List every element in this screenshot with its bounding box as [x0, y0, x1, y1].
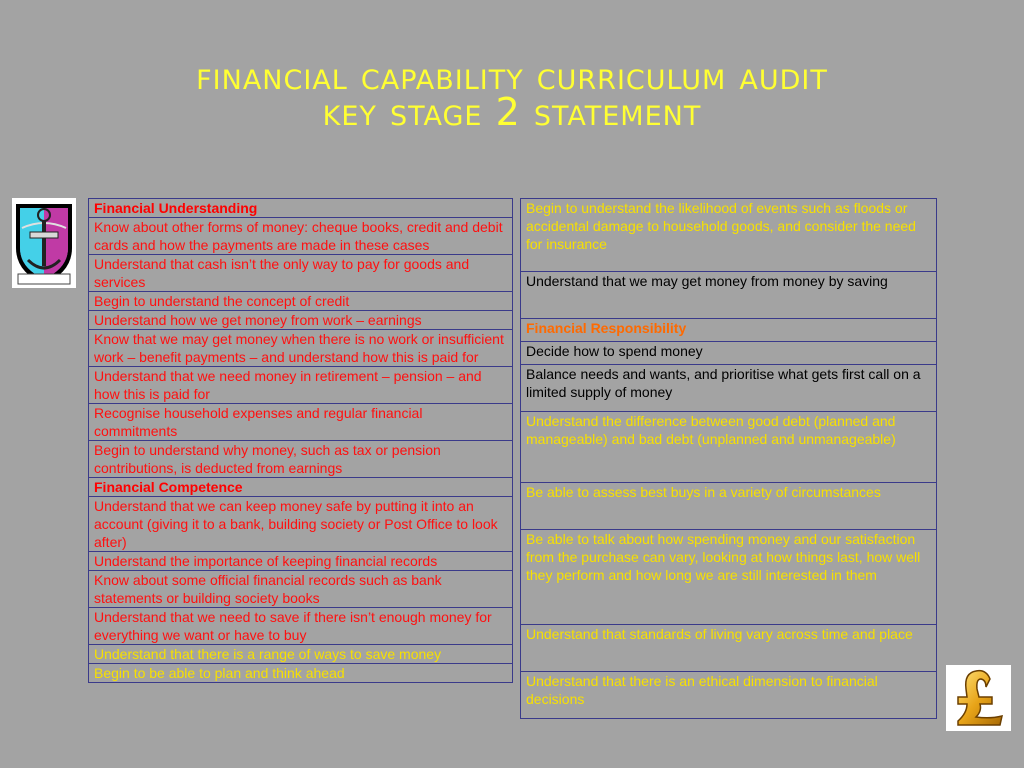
- table-row: [89, 404, 513, 441]
- table-row: [89, 552, 513, 571]
- title-line-2: key stage 2 statement: [322, 90, 702, 134]
- title-line-1: financial capability curriculum audit: [196, 54, 828, 98]
- table-row: [89, 330, 513, 367]
- statement-cell: Know that we may get money when there is no work or insufficient work – benefit payments – and understand how this is paid for: [89, 330, 513, 367]
- statement-cell: Understand the importance of keeping financial records: [89, 552, 513, 571]
- table-row: [89, 367, 513, 404]
- statement-cell: Understand that we may get money from money by saving: [521, 272, 937, 319]
- table-row: [89, 255, 513, 292]
- table-row: [521, 625, 937, 672]
- table-row: [89, 608, 513, 645]
- left-audit-table: [88, 198, 513, 683]
- section-heading: Financial Responsibility: [521, 319, 937, 342]
- table-row: [89, 218, 513, 255]
- statement-cell: Understand that standards of living vary across time and place: [521, 625, 937, 672]
- statement-cell: Recognise household expenses and regular financial commitments: [89, 404, 513, 441]
- statement-cell: Be able to talk about how spending money and our satisfaction from the purchase can vary, looking at how things last, how well they perform and how long we are still interested in them: [521, 530, 937, 625]
- page-title: [0, 54, 1024, 134]
- table-row: [521, 365, 937, 412]
- table-row: [521, 342, 937, 365]
- school-crest-icon: [12, 198, 76, 288]
- statement-cell: Understand that we can keep money safe by putting it into an account (giving it to a bank, building society or Post Office to look after): [89, 497, 513, 552]
- statement-cell: Understand the difference between good debt (planned and manageable) and bad debt (unplanned and unmanageable): [521, 412, 937, 483]
- table-row: [521, 483, 937, 530]
- pound-sign-icon: [946, 665, 1011, 731]
- statement-cell: Understand that we need to save if there isn’t enough money for everything we want or have to buy: [89, 608, 513, 645]
- statement-cell: Balance needs and wants, and prioritise what gets first call on a limited supply of money: [521, 365, 937, 412]
- table-row: [521, 530, 937, 625]
- table-row: [89, 645, 513, 664]
- statement-cell: Know about other forms of money: cheque books, credit and debit cards and how the payments are made in these cases: [89, 218, 513, 255]
- statement-cell: Understand that there is a range of ways to save money: [89, 645, 513, 664]
- statement-cell: Understand how we get money from work – earnings: [89, 311, 513, 330]
- right-audit-table: [520, 198, 937, 719]
- statement-cell: Decide how to spend money: [521, 342, 937, 365]
- statement-cell: Understand that cash isn’t the only way to pay for goods and services: [89, 255, 513, 292]
- table-row: [89, 571, 513, 608]
- table-row: [521, 319, 937, 342]
- statement-cell: Understand that there is an ethical dimension to financial decisions: [521, 672, 937, 719]
- statement-cell: Begin to be able to plan and think ahead: [89, 664, 513, 683]
- statement-cell: Begin to understand the likelihood of events such as floods or accidental damage to household goods, and consider the need for insurance: [521, 199, 937, 272]
- table-row: [521, 672, 937, 719]
- statement-cell: Know about some official financial records such as bank statements or building society books: [89, 571, 513, 608]
- table-row: [89, 497, 513, 552]
- statement-cell: Understand that we need money in retirement – pension – and how this is paid for: [89, 367, 513, 404]
- table-row: [89, 292, 513, 311]
- table-row: [89, 478, 513, 497]
- table-row: [89, 199, 513, 218]
- table-row: [521, 272, 937, 319]
- table-row: [89, 311, 513, 330]
- section-heading: Financial Competence: [89, 478, 513, 497]
- table-row: [89, 664, 513, 683]
- section-heading: Financial Understanding: [89, 199, 513, 218]
- statement-cell: Begin to understand why money, such as tax or pension contributions, is deducted from earnings: [89, 441, 513, 478]
- statement-cell: Be able to assess best buys in a variety of circumstances: [521, 483, 937, 530]
- table-row: [521, 412, 937, 483]
- table-row: [89, 441, 513, 478]
- statement-cell: Begin to understand the concept of credit: [89, 292, 513, 311]
- table-row: [521, 199, 937, 272]
